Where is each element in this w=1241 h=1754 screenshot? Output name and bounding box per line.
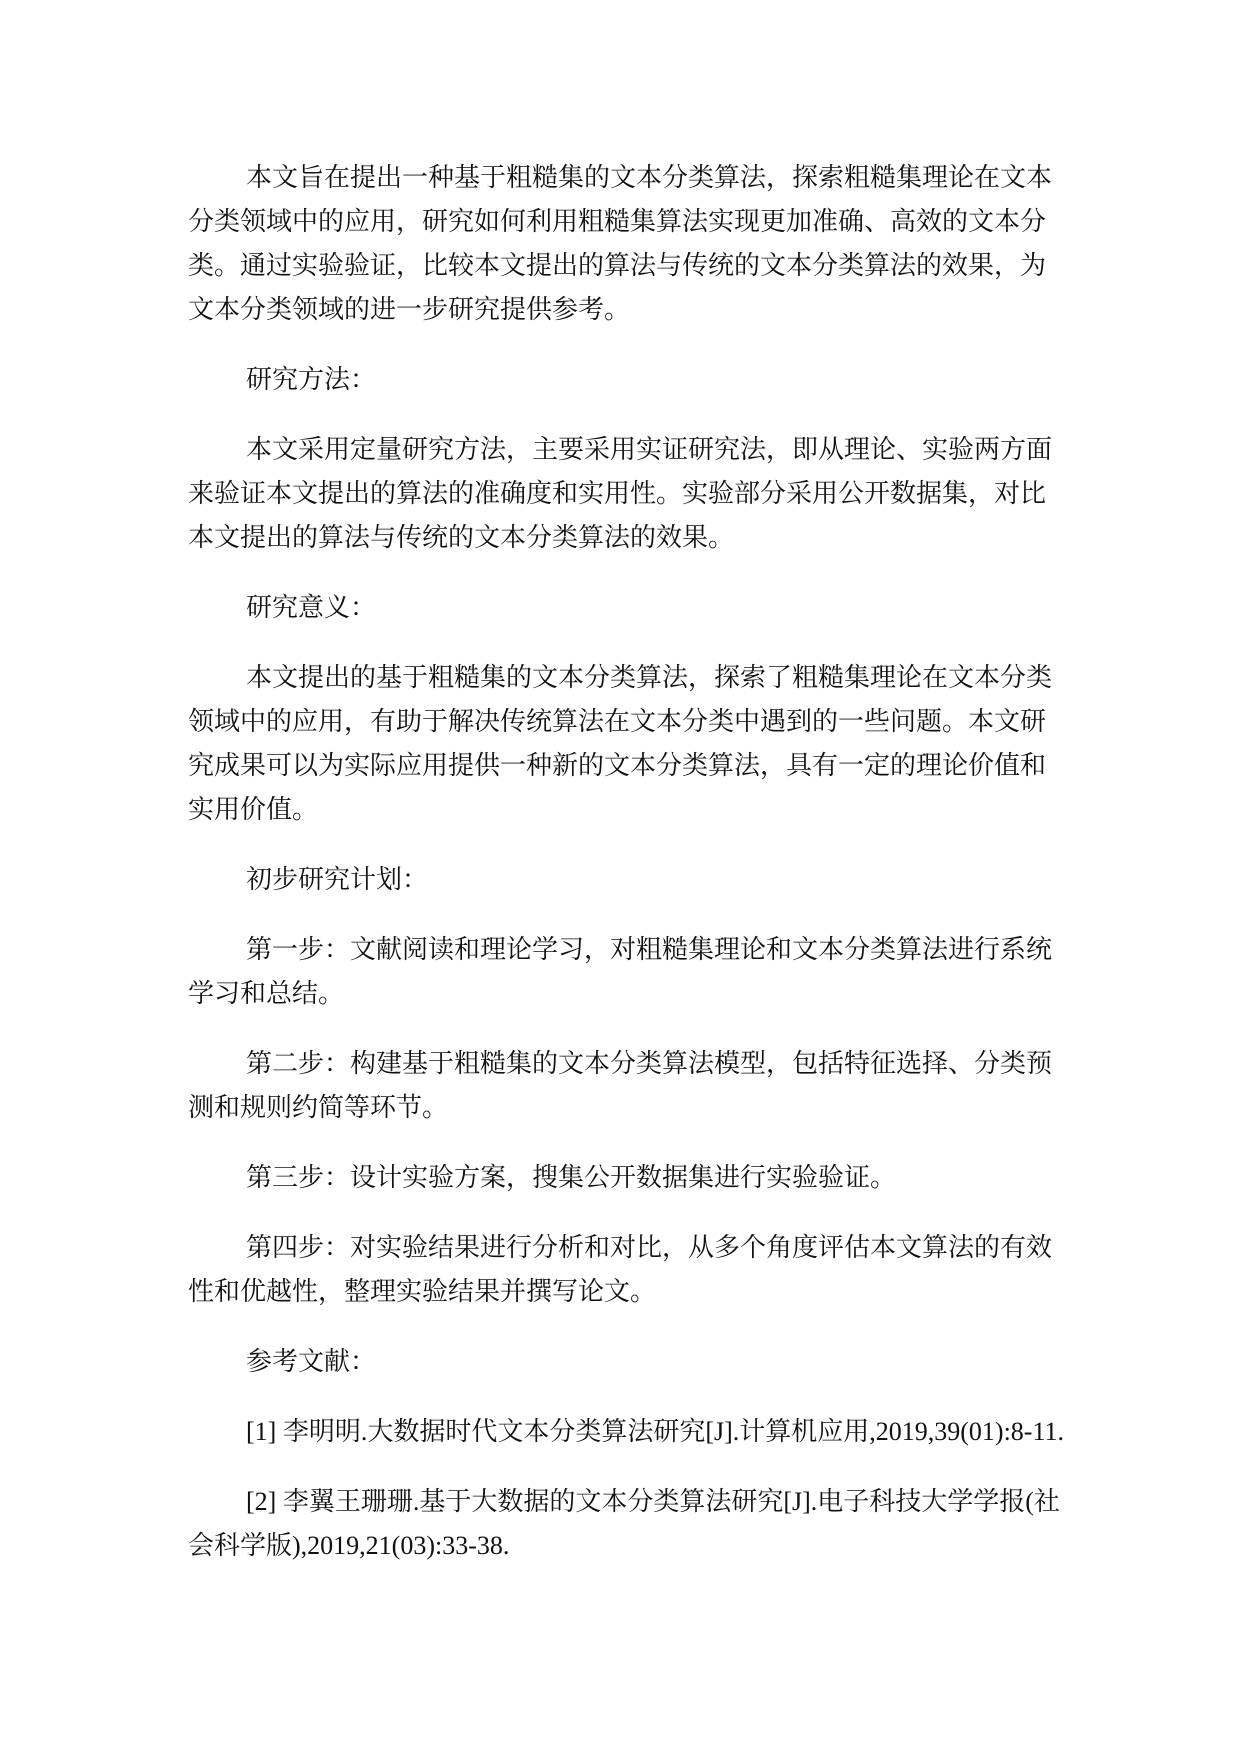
references-heading: 参考文献： [246, 1347, 377, 1377]
research-method-heading: 研究方法： [246, 365, 377, 395]
reference-item-1: [1] 李明明.大数据时代文本分类算法研究[J].计算机应用,2019,39(01):8-11. [246, 1417, 1064, 1446]
reference-item-2: [2] 李翼王珊珊.基于大数据的文本分类算法研究[J].电子科技大学学报(社会科学版),2019,21(03):33-38. [188, 1487, 1060, 1560]
research-significance-paragraph: 本文提出的基于粗糙集的文本分类算法，探索了粗糙集理论在文本分类领域中的应用，有助于解决传统算法在文本分类中遇到的一些问题。本文研究成果可以为实际应用提供一种新的文本分类算法，具有一定的理论价值和实用价值。 [188, 663, 1053, 825]
research-significance-heading: 研究意义： [246, 593, 377, 623]
plan-step-2: 第二步：构建基于粗糙集的文本分类算法模型，包括特征选择、分类预测和规则约简等环节。 [188, 1049, 1053, 1123]
plan-step-4: 第四步：对实验结果进行分析和对比，从多个角度评估本文算法的有效性和优越性，整理实验结果并撰写论文。 [188, 1233, 1053, 1307]
research-method-paragraph: 本文采用定量研究方法，主要采用实证研究法，即从理论、实验两方面来验证本文提出的算法的准确度和实用性。实验部分采用公开数据集，对比本文提出的算法与传统的文本分类算法的效果。 [188, 435, 1053, 553]
document-page [188, 156, 1068, 1594]
plan-step-1: 第一步：文献阅读和理论学习，对粗糙集理论和文本分类算法进行系统学习和总结。 [188, 935, 1053, 1009]
intro-paragraph: 本文旨在提出一种基于粗糙集的文本分类算法，探索粗糙集理论在文本分类领域中的应用，研究如何利用粗糙集算法实现更加准确、高效的文本分类。通过实验验证，比较本文提出的算法与传统的文本分类算法的效果，为文本分类领域的进一步研究提供参考。 [188, 163, 1053, 325]
research-plan-heading: 初步研究计划： [246, 865, 429, 895]
plan-step-3: 第三步：设计实验方案，搜集公开数据集进行实验验证。 [246, 1163, 897, 1193]
